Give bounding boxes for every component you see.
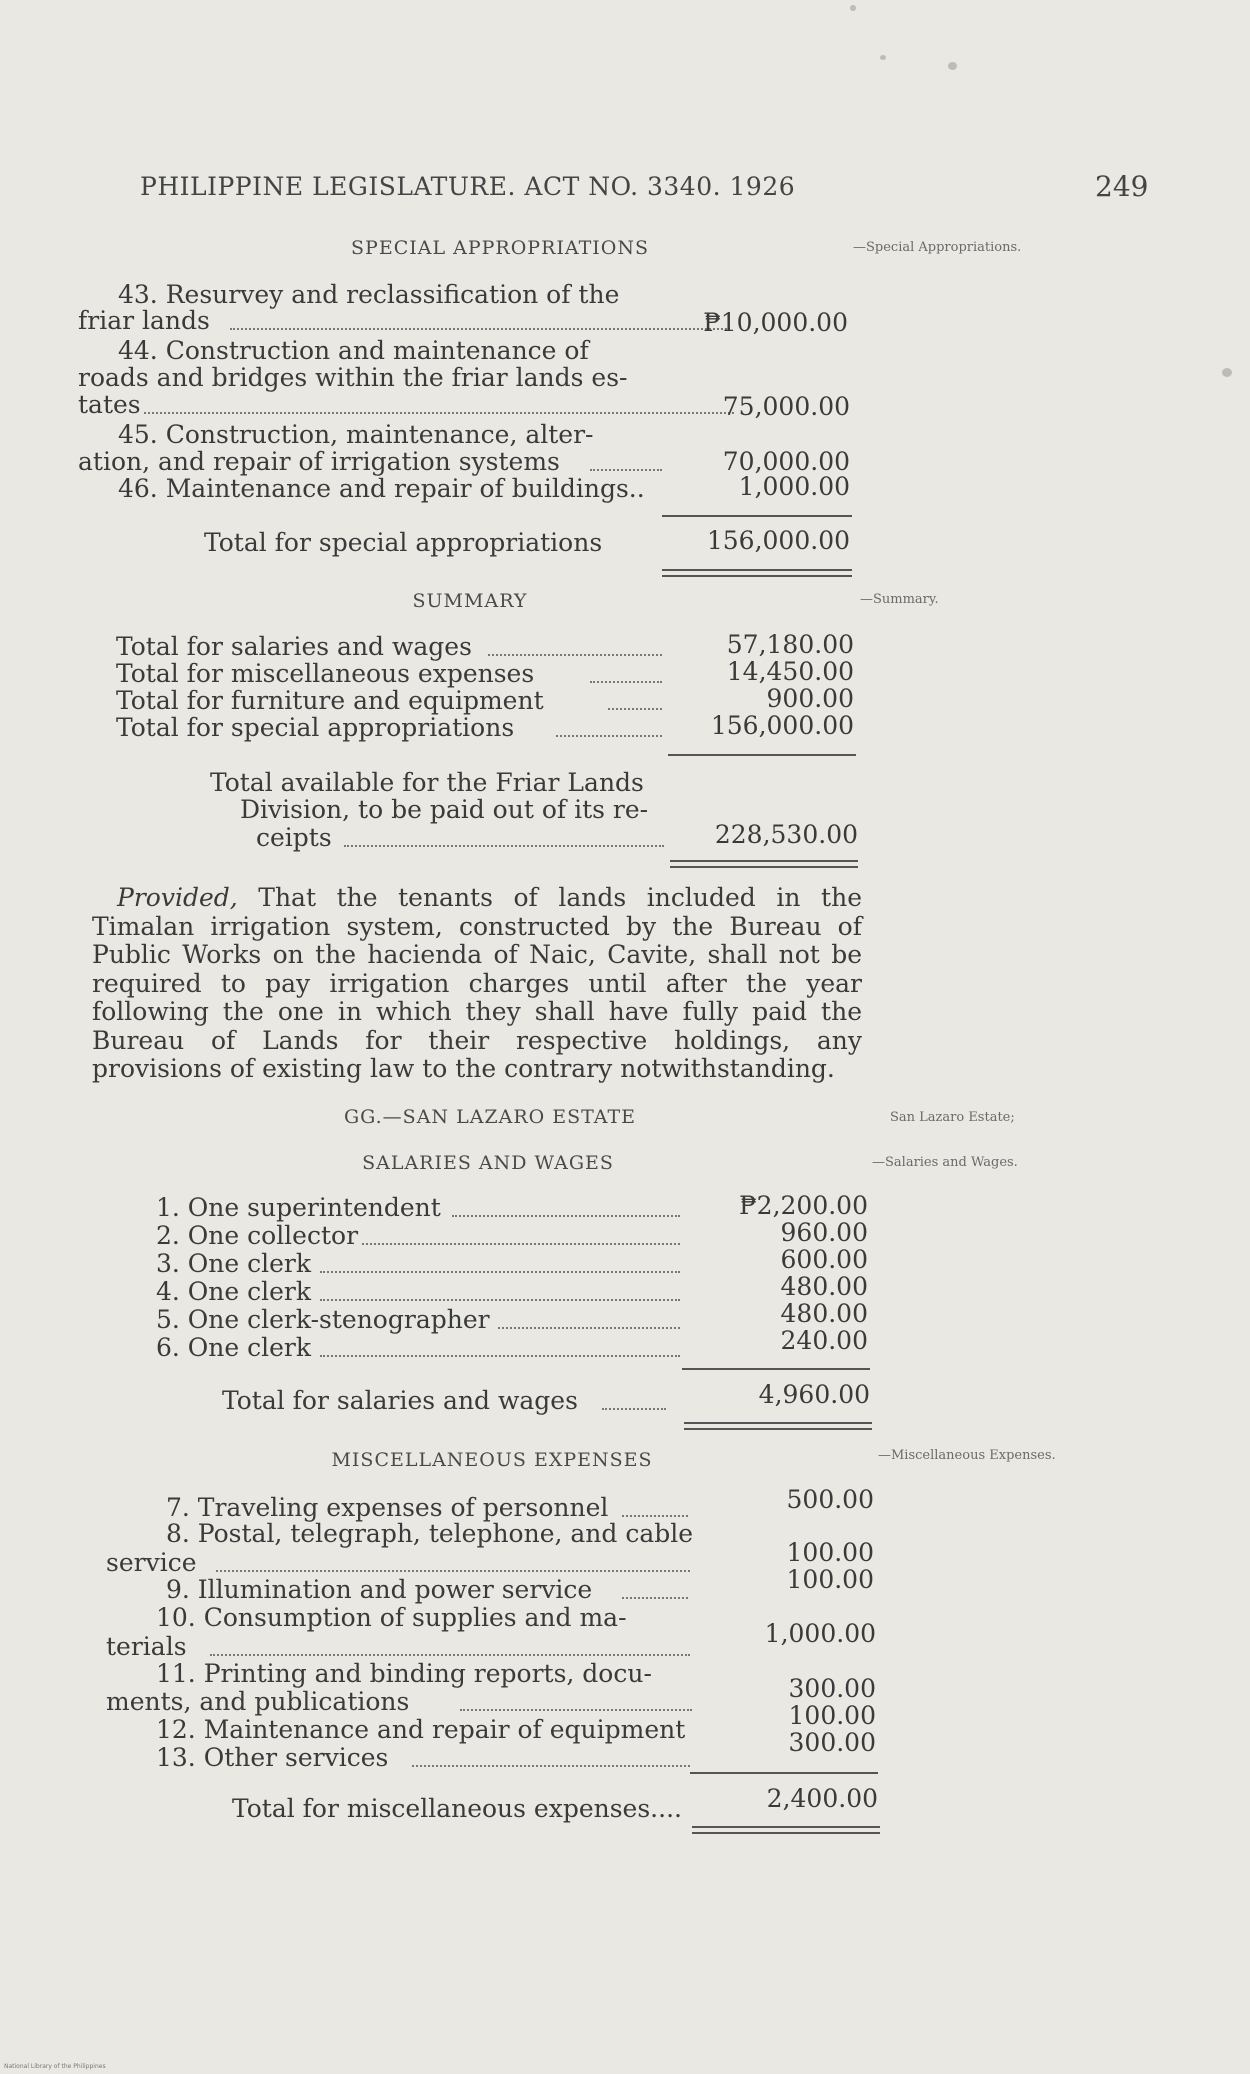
special-item-45-amount: 70,000.00	[722, 447, 850, 476]
misc-item-7-amount: 500.00	[786, 1485, 874, 1514]
special-total-double-rule	[662, 569, 852, 577]
salaries-row-5: 5. One clerk-stenographer	[156, 1305, 686, 1335]
proviso-paragraph	[92, 884, 862, 1084]
scan-speck	[1222, 368, 1232, 377]
summary-margin-note: —Summary.	[860, 592, 939, 607]
misc-item-11-amount: 300.00	[788, 1674, 876, 1703]
salaries-total-double-rule	[684, 1422, 872, 1430]
misc-item-10-line1: 10. Consumption of supplies and ma-	[156, 1603, 627, 1632]
misc-total-label: Total for miscellaneous expenses....	[232, 1794, 682, 1823]
misc-item-9-amount: 100.00	[786, 1565, 874, 1594]
misc-heading: MISCELLANEOUS EXPENSES	[331, 1449, 653, 1471]
summary-subtotal-rule	[668, 754, 856, 756]
running-head: PHILIPPINE LEGISLATURE. ACT NO. 3340. 1926	[140, 172, 796, 201]
scan-speck	[880, 55, 886, 60]
scan-speck	[948, 62, 957, 70]
salaries-subtotal-rule	[682, 1368, 870, 1370]
summary-row-miscellaneous: Total for miscellaneous expenses	[116, 659, 666, 689]
salaries-row-3-amount: 600.00	[780, 1245, 868, 1274]
special-item-46-amount: 1,000.00	[738, 472, 850, 501]
misc-total-amount: 2,400.00	[766, 1784, 878, 1813]
misc-item-12: 12. Maintenance and repair of equipment	[156, 1715, 686, 1744]
summary-row-special-amount: 156,000.00	[710, 711, 854, 740]
special-appropriations-margin-note: —Special Appropriations.	[853, 240, 1022, 255]
misc-item-10-line2: terials	[106, 1632, 696, 1662]
salaries-row-4: 4. One clerk	[156, 1277, 686, 1307]
misc-item-13: 13. Other services	[156, 1743, 696, 1773]
salaries-row-2: 2. One collector	[156, 1221, 686, 1251]
special-item-45-line1: 45. Construction, maintenance, alter-	[118, 420, 594, 449]
misc-item-11-line1: 11. Printing and binding reports, docu-	[156, 1659, 652, 1688]
special-item-46: 46. Maintenance and repair of buildings..	[118, 474, 645, 503]
summary-total-double-rule	[670, 860, 858, 868]
summary-row-furniture: Total for furniture and equipment	[116, 686, 666, 716]
estate-margin-note: San Lazaro Estate;	[890, 1110, 1015, 1125]
special-subtotal-rule	[662, 515, 852, 517]
misc-item-8-line1: 8. Postal, telegraph, telephone, and cable	[166, 1519, 694, 1548]
salaries-margin-note: —Salaries and Wages.	[872, 1155, 1018, 1170]
special-item-43-line2: friar lands	[78, 306, 658, 336]
misc-item-12-amount: 100.00	[788, 1701, 876, 1730]
special-item-44-line3: tates	[78, 390, 658, 420]
salaries-row-1-amount: ₱2,200.00	[739, 1191, 868, 1220]
salaries-row-1: 1. One superintendent	[156, 1193, 686, 1223]
salaries-row-4-amount: 480.00	[780, 1272, 868, 1301]
summary-total-line2: Division, to be paid out of its re-	[240, 795, 649, 824]
misc-item-7: 7. Traveling expenses of personnel	[166, 1493, 696, 1523]
salaries-heading: SALARIES AND WAGES	[362, 1152, 614, 1174]
special-item-44-line1: 44. Construction and maintenance of	[118, 336, 589, 365]
special-item-44-amount: 75,000.00	[722, 392, 850, 421]
salaries-row-5-amount: 480.00	[780, 1299, 868, 1328]
misc-item-10-amount: 1,000.00	[764, 1619, 876, 1648]
salaries-total-amount: 4,960.00	[758, 1380, 870, 1409]
salaries-total-label: Total for salaries and wages	[222, 1386, 682, 1416]
scan-speck	[850, 5, 856, 11]
summary-heading: SUMMARY	[412, 590, 528, 612]
salaries-row-2-amount: 960.00	[780, 1218, 868, 1247]
salaries-row-6: 6. One clerk	[156, 1333, 686, 1363]
salaries-row-6-amount: 240.00	[780, 1326, 868, 1355]
special-item-43-line1: 43. Resurvey and reclassification of the	[118, 280, 620, 309]
misc-item-9: 9. Illumination and power service	[166, 1575, 696, 1605]
salaries-row-3: 3. One clerk	[156, 1249, 686, 1279]
summary-row-miscellaneous-amount: 14,450.00	[726, 657, 854, 686]
misc-item-13-amount: 300.00	[788, 1728, 876, 1757]
summary-row-salaries: Total for salaries and wages	[116, 632, 666, 662]
proviso-lead: Provided,	[117, 883, 238, 912]
special-total-amount: 156,000.00	[706, 526, 850, 555]
estate-heading: GG.—SAN LAZARO ESTATE	[343, 1106, 637, 1128]
misc-item-8-line2: service	[106, 1548, 696, 1578]
summary-total-line1: Total available for the Friar Lands	[210, 768, 644, 797]
summary-row-salaries-amount: 57,180.00	[726, 630, 854, 659]
special-item-45-line2: ation, and repair of irrigation systems	[78, 447, 668, 477]
summary-total-line3: ceipts	[256, 823, 670, 853]
special-item-43-amount: ₱10,000.00	[703, 308, 848, 337]
summary-total-amount: 228,530.00	[714, 820, 858, 849]
misc-subtotal-rule	[690, 1772, 878, 1774]
scan-footer-label: National Library of the Philippines	[4, 2063, 106, 2070]
page-number: 249	[1095, 170, 1149, 203]
misc-margin-note: —Miscellaneous Expenses.	[878, 1448, 1056, 1463]
summary-row-special: Total for special appropriations	[116, 713, 666, 743]
special-appropriations-heading: SPECIAL APPROPRIATIONS	[351, 237, 649, 259]
misc-item-8-amount: 100.00	[786, 1538, 874, 1567]
special-item-44-line2: roads and bridges within the friar lands es-	[78, 363, 628, 392]
proviso-text: That the tenants of lands included in the Timalan irrigation system, constructed by the Bureau of Public Works on the hacienda of Naic, Cavite, shall not be required to pay irrigation charges until after the year following the one in which they shall have fully paid the Bureau of Lands for their respective holdings, any provisions of existing law to the contrary notwithstanding.	[92, 883, 862, 1083]
misc-total-double-rule	[692, 1826, 880, 1834]
special-total-label: Total for special appropriations	[204, 528, 603, 557]
summary-row-furniture-amount: 900.00	[766, 684, 854, 713]
misc-item-11-line2: ments, and publications	[106, 1687, 696, 1717]
